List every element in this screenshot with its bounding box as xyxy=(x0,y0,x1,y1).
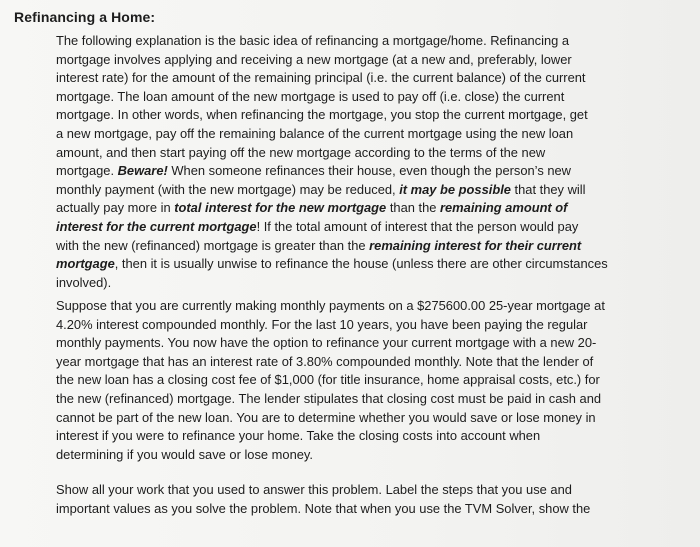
paragraph-refinancing-explanation xyxy=(56,32,641,292)
text-run: monthly payment (with the new mortgage) may be reduced, xyxy=(56,181,400,197)
text-line xyxy=(56,32,641,51)
text-run: a new mortgage, pay off the remaining balance of the current mortgage using the new loan xyxy=(56,125,574,141)
text-line xyxy=(56,69,641,88)
text-line xyxy=(56,237,641,256)
text-run: The following explanation is the basic idea of refinancing a mortgage/home. Refinancing a xyxy=(56,33,570,48)
text-line xyxy=(56,446,641,465)
text-line xyxy=(56,199,641,218)
text-line xyxy=(56,181,641,200)
text-line xyxy=(56,218,641,237)
text-line xyxy=(56,316,641,335)
text-run: determining if you would save or lose money. xyxy=(56,446,313,462)
text-run: the new (refinanced) mortgage. The lender stipulates that closing cost must be paid in cash and xyxy=(56,390,602,406)
text-run: mortgage involves applying and receiving a new mortgage (at a new and, preferably, lower xyxy=(56,51,572,67)
text-run: the new loan has a closing cost fee of $1,000 (for title insurance, home appraisal costs, etc.) for xyxy=(56,372,600,388)
text-run: , then it is usually unwise to refinance the house (unless there are other circumstances xyxy=(114,256,608,272)
text-line xyxy=(56,481,641,500)
text-line xyxy=(56,162,641,181)
text-run: year mortgage that has an interest rate of 3.80% compounded monthly. Note that the lender of xyxy=(56,353,594,369)
text-run: interest rate) for the amount of the remaining principal (i.e. the current balance) of the current xyxy=(56,70,586,86)
text-line xyxy=(56,371,641,390)
text-run: amount, and then start paying off the new mortgage according to the terms of the new xyxy=(56,144,546,160)
emphasis-text: mortgage xyxy=(56,256,115,272)
text-line xyxy=(56,334,641,353)
text-run: Show all your work that you used to answer this problem. Label the steps that you use and xyxy=(56,482,572,497)
text-line xyxy=(56,500,641,519)
text-run: cannot be part of the new loan. You are to determine whether you would save or lose money in xyxy=(56,409,596,425)
text-run: ! If the total amount of interest that the person would pay xyxy=(256,218,579,234)
text-line xyxy=(56,144,641,163)
text-run: Suppose that you are currently making monthly payments on a $275600.00 25-year mortgage at xyxy=(56,298,605,313)
text-run: monthly payments. You now have the option to refinance your current mortgage with a new 20- xyxy=(56,335,597,351)
text-line xyxy=(56,106,641,125)
emphasis-text: total interest for the new mortgage xyxy=(174,200,387,216)
text-line xyxy=(56,255,641,274)
text-line xyxy=(56,125,641,144)
text-run: with the new (refinanced) mortgage is greater than the xyxy=(56,237,370,253)
emphasis-text: interest for the current mortgage xyxy=(56,218,257,234)
text-line xyxy=(56,427,641,446)
text-line xyxy=(56,409,641,428)
text-line xyxy=(56,353,641,372)
text-line xyxy=(56,88,641,107)
text-run: mortgage. In other words, when refinancing the mortgage, you stop the current mortgage, get xyxy=(56,107,588,123)
emphasis-text: remaining amount of xyxy=(440,200,568,216)
text-run: 4.20% interest compounded monthly. For the last 10 years, you have been paying the regular xyxy=(56,316,588,332)
paragraph-problem-statement xyxy=(56,297,641,464)
text-line xyxy=(56,390,641,409)
emphasis-text: it may be possible xyxy=(399,181,511,197)
text-run: interest if you were to refinance your home. Take the closing costs into account when xyxy=(56,428,541,444)
emphasis-text: Beware! xyxy=(117,163,168,179)
text-run: When someone refinances their house, even though the person’s new xyxy=(167,163,571,179)
text-line xyxy=(56,274,641,293)
text-line xyxy=(56,51,641,70)
text-line xyxy=(56,297,641,316)
text-run: important values as you solve the problem. Note that when you use the TVM Solver, show the xyxy=(56,500,591,516)
section-heading: Refinancing a Home: xyxy=(14,9,156,25)
text-run: involved). xyxy=(56,274,112,290)
paragraph-instructions xyxy=(56,481,641,518)
text-run: mortgage. xyxy=(56,163,118,179)
emphasis-text: remaining interest for their current xyxy=(369,237,582,253)
text-run: than the xyxy=(386,200,440,216)
text-run: that they will xyxy=(510,181,586,197)
text-run: actually pay more in xyxy=(56,200,175,216)
text-run: mortgage. The loan amount of the new mortgage is used to pay off (i.e. close) the current xyxy=(56,88,565,104)
